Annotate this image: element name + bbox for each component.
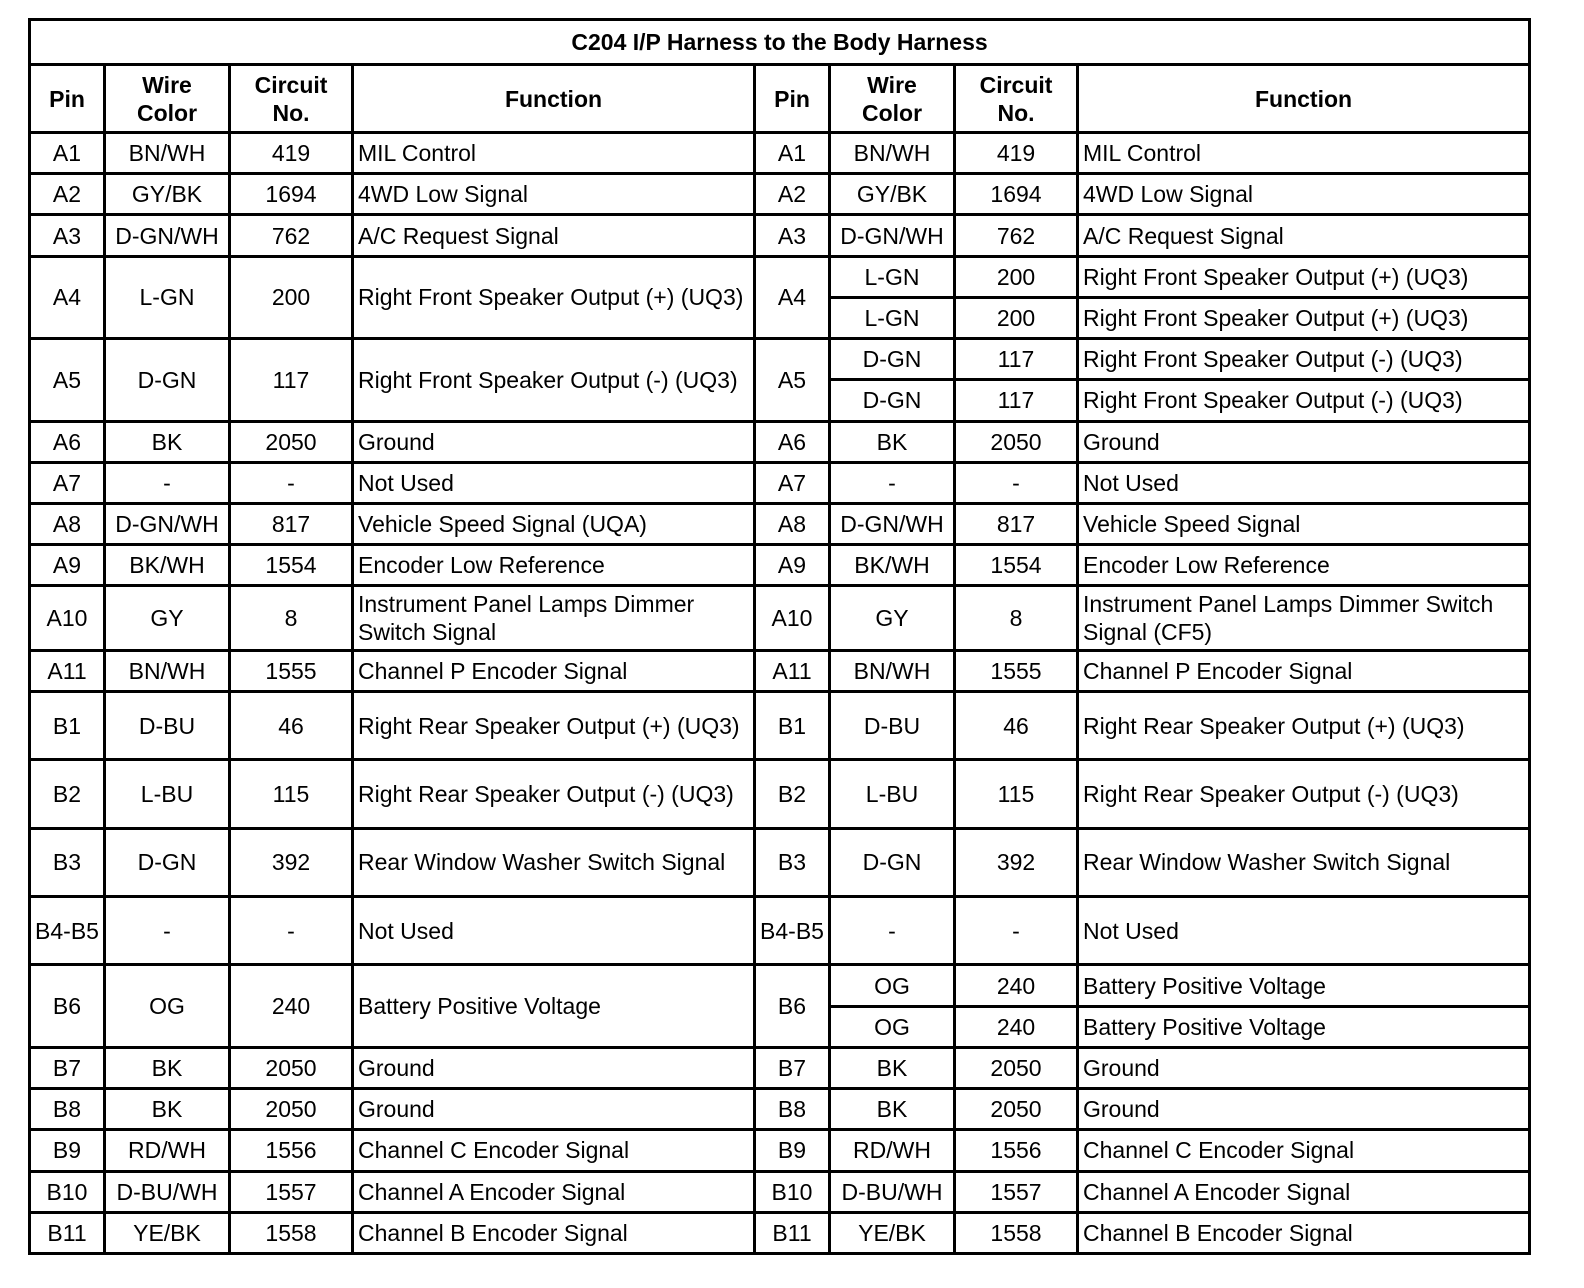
pin-cell: A5 xyxy=(755,339,830,421)
function-cell: Right Rear Speaker Output (-) (UQ3) xyxy=(353,760,755,828)
table-body xyxy=(30,133,1530,1254)
pin-cell: B11 xyxy=(755,1212,830,1253)
circuit-cell: 419 xyxy=(230,133,353,174)
function-cell: Rear Window Washer Switch Signal xyxy=(353,828,755,896)
wire-color-cell: BK xyxy=(830,1089,955,1130)
circuit-cell: 2050 xyxy=(230,421,353,462)
circuit-cell: 1555 xyxy=(955,650,1078,691)
circuit-cell: 1694 xyxy=(230,174,353,215)
function-cell: Battery Positive Voltage xyxy=(1078,1006,1530,1047)
circuit-cell: 1558 xyxy=(230,1212,353,1253)
circuit-cell: 200 xyxy=(955,256,1078,297)
function-cell: Encoder Low Reference xyxy=(353,545,755,586)
circuit-cell: 392 xyxy=(955,828,1078,896)
wire-color-cell: BN/WH xyxy=(830,133,955,174)
pin-cell: A8 xyxy=(30,503,105,544)
function-cell: MIL Control xyxy=(353,133,755,174)
function-cell: Ground xyxy=(353,421,755,462)
wire-color-cell: BN/WH xyxy=(105,133,230,174)
pin-cell: A1 xyxy=(755,133,830,174)
pin-cell: B2 xyxy=(755,760,830,828)
pin-cell: A6 xyxy=(755,421,830,462)
wire-color-cell: GY/BK xyxy=(830,174,955,215)
table-row xyxy=(30,691,1530,759)
circuit-cell: 2050 xyxy=(230,1089,353,1130)
circuit-cell: 1556 xyxy=(955,1130,1078,1171)
circuit-cell: - xyxy=(955,462,1078,503)
wire-color-cell: D-BU/WH xyxy=(830,1171,955,1212)
wire-color-cell: L-BU xyxy=(830,760,955,828)
function-cell: Channel B Encoder Signal xyxy=(353,1212,755,1253)
table-row xyxy=(30,503,1530,544)
function-cell: Channel A Encoder Signal xyxy=(1078,1171,1530,1212)
pin-cell: A9 xyxy=(30,545,105,586)
circuit-cell: 240 xyxy=(230,965,353,1047)
circuit-cell: - xyxy=(230,462,353,503)
circuit-cell: 2050 xyxy=(955,421,1078,462)
pin-cell: A2 xyxy=(755,174,830,215)
circuit-cell: 1557 xyxy=(230,1171,353,1212)
function-cell: Not Used xyxy=(1078,897,1530,965)
table-row xyxy=(30,760,1530,828)
wire-color-cell: BK xyxy=(105,421,230,462)
table-row xyxy=(30,1212,1530,1253)
pin-cell: A8 xyxy=(755,503,830,544)
pin-cell: B6 xyxy=(30,965,105,1047)
circuit-cell: 240 xyxy=(955,965,1078,1006)
circuit-cell: 46 xyxy=(955,691,1078,759)
table-row xyxy=(30,339,1530,380)
wire-color-cell: RD/WH xyxy=(105,1130,230,1171)
function-cell: Not Used xyxy=(353,462,755,503)
wire-color-cell: - xyxy=(830,462,955,503)
table-row xyxy=(30,828,1530,896)
wire-color-cell: BK/WH xyxy=(105,545,230,586)
wire-color-cell: BN/WH xyxy=(105,650,230,691)
pin-cell: A6 xyxy=(30,421,105,462)
pin-cell: A4 xyxy=(755,256,830,338)
wire-color-cell: BK xyxy=(830,1047,955,1088)
circuit-cell: 117 xyxy=(955,339,1078,380)
circuit-cell: 762 xyxy=(955,215,1078,256)
wire-color-cell: D-GN/WH xyxy=(105,503,230,544)
function-cell: Ground xyxy=(1078,1047,1530,1088)
wire-color-cell: - xyxy=(830,897,955,965)
pin-cell: A3 xyxy=(30,215,105,256)
circuit-cell: 8 xyxy=(230,586,353,650)
function-cell: Right Rear Speaker Output (+) (UQ3) xyxy=(353,691,755,759)
table-row xyxy=(30,965,1530,1006)
function-cell: Not Used xyxy=(353,897,755,965)
table-row xyxy=(30,215,1530,256)
connector-pinout-table xyxy=(28,18,1531,1255)
wire-color-cell: GY xyxy=(105,586,230,650)
function-cell: Battery Positive Voltage xyxy=(1078,965,1530,1006)
header-circuit-left: Circuit No. xyxy=(230,65,353,133)
function-cell: Channel P Encoder Signal xyxy=(1078,650,1530,691)
circuit-cell: 1554 xyxy=(955,545,1078,586)
wire-color-cell: GY xyxy=(830,586,955,650)
table-row xyxy=(30,174,1530,215)
circuit-cell: 1557 xyxy=(955,1171,1078,1212)
wire-color-cell: RD/WH xyxy=(830,1130,955,1171)
function-cell: Right Front Speaker Output (-) (UQ3) xyxy=(1078,380,1530,421)
circuit-cell: 46 xyxy=(230,691,353,759)
wire-color-cell: - xyxy=(105,462,230,503)
pin-cell: A1 xyxy=(30,133,105,174)
table-row xyxy=(30,1171,1530,1212)
wire-color-cell: YE/BK xyxy=(105,1212,230,1253)
pin-cell: A5 xyxy=(30,339,105,421)
circuit-cell: 115 xyxy=(955,760,1078,828)
circuit-cell: 1554 xyxy=(230,545,353,586)
function-cell: Instrument Panel Lamps Dimmer Switch Signal (CF5) xyxy=(1078,586,1530,650)
circuit-cell: 117 xyxy=(955,380,1078,421)
pin-cell: B8 xyxy=(755,1089,830,1130)
wire-color-cell: BK xyxy=(105,1089,230,1130)
circuit-cell: 117 xyxy=(230,339,353,421)
wire-color-cell: BK/WH xyxy=(830,545,955,586)
pin-cell: B3 xyxy=(755,828,830,896)
circuit-cell: - xyxy=(955,897,1078,965)
wire-color-cell: D-GN xyxy=(830,828,955,896)
function-cell: A/C Request Signal xyxy=(1078,215,1530,256)
wire-color-cell: D-GN/WH xyxy=(830,215,955,256)
function-cell: Battery Positive Voltage xyxy=(353,965,755,1047)
function-cell: 4WD Low Signal xyxy=(353,174,755,215)
function-cell: Channel B Encoder Signal xyxy=(1078,1212,1530,1253)
header-circuit-right: Circuit No. xyxy=(955,65,1078,133)
pin-cell: B8 xyxy=(30,1089,105,1130)
wire-color-cell: BK xyxy=(830,421,955,462)
header-wire-color-left: Wire Color xyxy=(105,65,230,133)
table-row xyxy=(30,462,1530,503)
circuit-cell: 2050 xyxy=(955,1089,1078,1130)
pin-cell: B9 xyxy=(30,1130,105,1171)
circuit-cell: 762 xyxy=(230,215,353,256)
function-cell: Ground xyxy=(1078,1089,1530,1130)
pin-cell: A7 xyxy=(755,462,830,503)
pin-cell: B1 xyxy=(30,691,105,759)
pin-cell: B1 xyxy=(755,691,830,759)
function-cell: Rear Window Washer Switch Signal xyxy=(1078,828,1530,896)
pin-cell: B4-B5 xyxy=(30,897,105,965)
header-wire-color-right: Wire Color xyxy=(830,65,955,133)
pin-cell: B2 xyxy=(30,760,105,828)
wire-color-cell: OG xyxy=(830,1006,955,1047)
function-cell: Instrument Panel Lamps Dimmer Switch Signal xyxy=(353,586,755,650)
wire-color-cell: L-BU xyxy=(105,760,230,828)
wire-color-cell: YE/BK xyxy=(830,1212,955,1253)
wire-color-cell: D-BU xyxy=(105,691,230,759)
table-row xyxy=(30,650,1530,691)
table-row xyxy=(30,133,1530,174)
header-function-right: Function xyxy=(1078,65,1530,133)
circuit-cell: 115 xyxy=(230,760,353,828)
connector-table-wrapper xyxy=(28,18,1528,1255)
wire-color-cell: D-GN/WH xyxy=(830,503,955,544)
function-cell: Ground xyxy=(1078,421,1530,462)
function-cell: A/C Request Signal xyxy=(353,215,755,256)
pin-cell: B11 xyxy=(30,1212,105,1253)
circuit-cell: 240 xyxy=(955,1006,1078,1047)
pin-cell: B7 xyxy=(755,1047,830,1088)
function-cell: Right Front Speaker Output (-) (UQ3) xyxy=(353,339,755,421)
wire-color-cell: D-GN xyxy=(830,380,955,421)
header-function-left: Function xyxy=(353,65,755,133)
circuit-cell: 419 xyxy=(955,133,1078,174)
wire-color-cell: D-GN xyxy=(105,339,230,421)
function-cell: 4WD Low Signal xyxy=(1078,174,1530,215)
pin-cell: B7 xyxy=(30,1047,105,1088)
function-cell: Ground xyxy=(353,1047,755,1088)
function-cell: Right Front Speaker Output (+) (UQ3) xyxy=(353,256,755,338)
pin-cell: A10 xyxy=(755,586,830,650)
pin-cell: B6 xyxy=(755,965,830,1047)
function-cell: Right Front Speaker Output (+) (UQ3) xyxy=(1078,256,1530,297)
wire-color-cell: D-GN/WH xyxy=(105,215,230,256)
function-cell: Right Rear Speaker Output (-) (UQ3) xyxy=(1078,760,1530,828)
circuit-cell: 2050 xyxy=(230,1047,353,1088)
table-row xyxy=(30,545,1530,586)
pin-cell: B10 xyxy=(30,1171,105,1212)
wire-color-cell: D-BU/WH xyxy=(105,1171,230,1212)
table-row xyxy=(30,421,1530,462)
pin-cell: A2 xyxy=(30,174,105,215)
pin-cell: A3 xyxy=(755,215,830,256)
wire-color-cell: L-GN xyxy=(830,297,955,338)
table-row xyxy=(30,1130,1530,1171)
circuit-cell: 200 xyxy=(955,297,1078,338)
wire-color-cell: L-GN xyxy=(830,256,955,297)
pin-cell: B10 xyxy=(755,1171,830,1212)
wire-color-cell: BN/WH xyxy=(830,650,955,691)
function-cell: Encoder Low Reference xyxy=(1078,545,1530,586)
pin-cell: A7 xyxy=(30,462,105,503)
function-cell: Channel C Encoder Signal xyxy=(353,1130,755,1171)
circuit-cell: 817 xyxy=(955,503,1078,544)
function-cell: Vehicle Speed Signal xyxy=(1078,503,1530,544)
circuit-cell: 1558 xyxy=(955,1212,1078,1253)
pin-cell: A11 xyxy=(30,650,105,691)
circuit-cell: - xyxy=(230,897,353,965)
pin-cell: A9 xyxy=(755,545,830,586)
pin-cell: A4 xyxy=(30,256,105,338)
function-cell: Vehicle Speed Signal (UQA) xyxy=(353,503,755,544)
header-pin-left: Pin xyxy=(30,65,105,133)
wire-color-cell: D-GN xyxy=(105,828,230,896)
function-cell: Channel P Encoder Signal xyxy=(353,650,755,691)
table-row xyxy=(30,1089,1530,1130)
pin-cell: A11 xyxy=(755,650,830,691)
table-title: C204 I/P Harness to the Body Harness xyxy=(30,20,1530,65)
table-row xyxy=(30,256,1530,297)
wire-color-cell: D-GN xyxy=(830,339,955,380)
wire-color-cell: GY/BK xyxy=(105,174,230,215)
circuit-cell: 817 xyxy=(230,503,353,544)
circuit-cell: 1694 xyxy=(955,174,1078,215)
function-cell: Channel A Encoder Signal xyxy=(353,1171,755,1212)
header-pin-right: Pin xyxy=(755,65,830,133)
function-cell: MIL Control xyxy=(1078,133,1530,174)
circuit-cell: 2050 xyxy=(955,1047,1078,1088)
wire-color-cell: - xyxy=(105,897,230,965)
function-cell: Ground xyxy=(353,1089,755,1130)
wire-color-cell: BK xyxy=(105,1047,230,1088)
wire-color-cell: D-BU xyxy=(830,691,955,759)
function-cell: Not Used xyxy=(1078,462,1530,503)
function-cell: Right Rear Speaker Output (+) (UQ3) xyxy=(1078,691,1530,759)
pin-cell: B9 xyxy=(755,1130,830,1171)
table-row xyxy=(30,897,1530,965)
circuit-cell: 200 xyxy=(230,256,353,338)
function-cell: Channel C Encoder Signal xyxy=(1078,1130,1530,1171)
wire-color-cell: OG xyxy=(105,965,230,1047)
table-row xyxy=(30,586,1530,650)
circuit-cell: 392 xyxy=(230,828,353,896)
function-cell: Right Front Speaker Output (-) (UQ3) xyxy=(1078,339,1530,380)
table-row xyxy=(30,1047,1530,1088)
wire-color-cell: L-GN xyxy=(105,256,230,338)
wire-color-cell: OG xyxy=(830,965,955,1006)
circuit-cell: 1556 xyxy=(230,1130,353,1171)
circuit-cell: 1555 xyxy=(230,650,353,691)
function-cell: Right Front Speaker Output (+) (UQ3) xyxy=(1078,297,1530,338)
pin-cell: B3 xyxy=(30,828,105,896)
pin-cell: A10 xyxy=(30,586,105,650)
pin-cell: B4-B5 xyxy=(755,897,830,965)
circuit-cell: 8 xyxy=(955,586,1078,650)
